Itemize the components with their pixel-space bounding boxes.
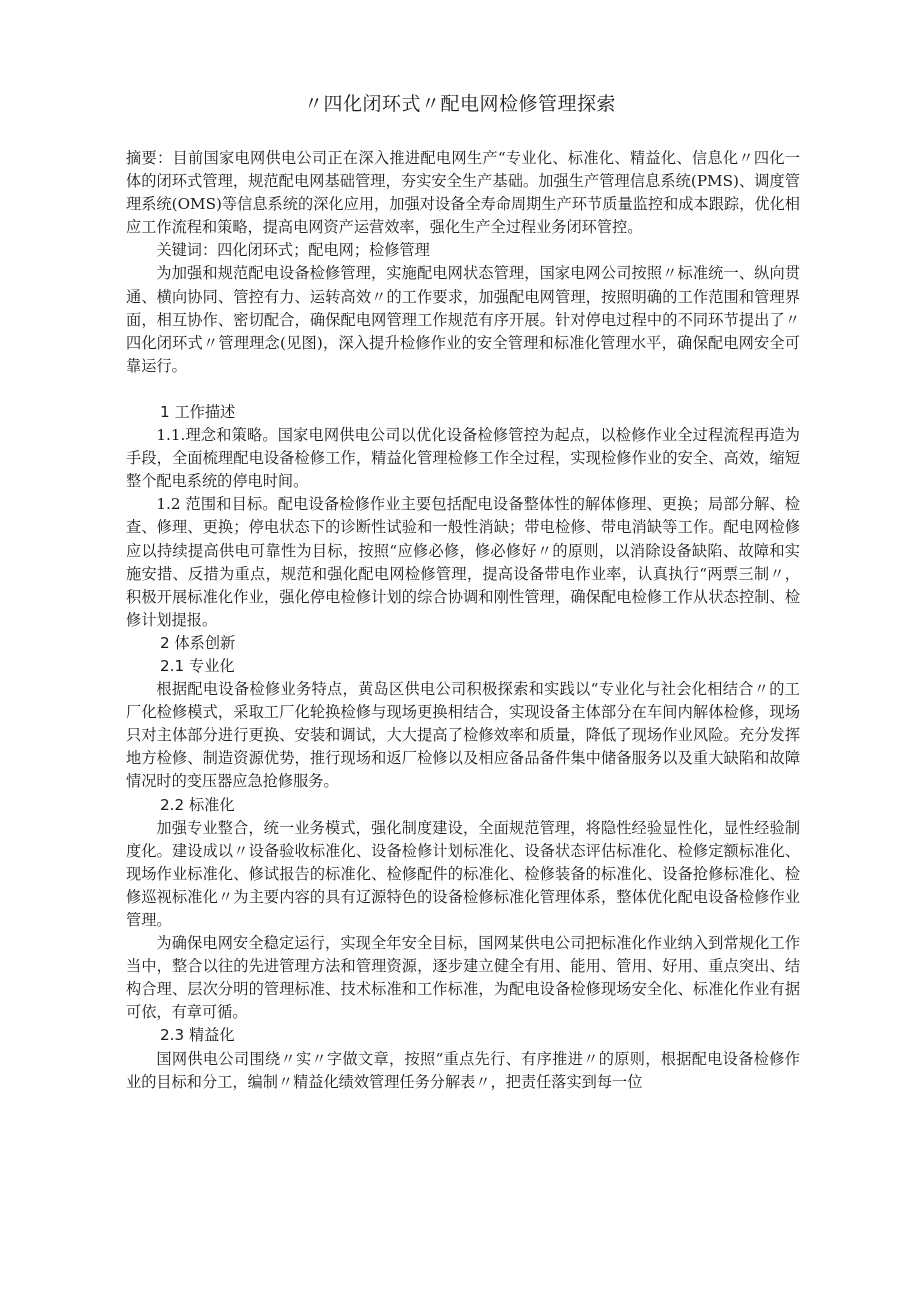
section-2-2-paragraph-2: 为确保电网安全稳定运行，实现全年安全目标，国网某供电公司把标准化作业纳入到常规化工作当中，整合以往的先进管理方法和管理资源，逐步建立健全有用、能用、管用、好用、重点突出、结构合理、层次分明的管理标准、技术标准和工作标准，为配电设备检修现场安全化、标准化作业有据可依，有章可循。 — [126, 934, 800, 1022]
blank-line — [126, 378, 800, 401]
section-2-3-heading: 2.3 精益化 — [160, 1026, 235, 1045]
section-1-heading: 1 工作描述 — [160, 402, 236, 421]
section-2-2-heading: 2.2 标准化 — [160, 795, 235, 814]
section-2-2-paragraph-1: 加强专业整合，统一业务模式，强化制度建设，全面规范管理，将隐性经验显性化，显性经验制度化。建设成以〃设备验收标准化、设备检修计划标准化、设备状态评估标准化、检修定额标准化、现场作业标准化、修试报告的标准化、检修配件的标准化、检修装备的标准化、设备抢修标准化、检修巡视标准化〃为主要内容的具有辽源特色的设备检修标准化管理体系，整体优化配电设备检修作业管理。 — [126, 818, 800, 929]
section-2-1-paragraph: 根据配电设备检修业务特点，黄岛区供电公司积极探索和实践以“专业化与社会化相结合〃的工厂化检修模式，采取工厂化轮换检修与现场更换相结合，实现设备主体部分在车间内解体检修，现场只对主体部分进行更换、安装和调试，大大提高了检修效率和质量，降低了现场作业风险。充分发挥地方检修、制造资源优势，推行现场和返厂检修以及相应备品备件集中储备服务以及重大缺陷和故障情况时的变压器应急抢修服务。 — [126, 680, 800, 791]
abstract-paragraph: 摘要：目前国家电网供电公司正在深入推进配电网生产“专业化、标准化、精益化、信息化〃四化一体的闭环式管理，规范配电网基础管理，夯实安全生产基础。加强生产管理信息系统(PMS)、调度管理系统(OMS)等信息系统的深化应用，加强对设备全寿命周期生产环节质量监控和成本跟踪，优化相应工作流程和策略，提高电网资产运营效率，强化生产全过程业务闭环管控。 — [126, 149, 800, 237]
keywords-line: 关键词：四化闭环式；配电网；检修管理 — [156, 241, 430, 260]
section-2-3-paragraph: 国网供电公司围绕〃实〃字做文章，按照“重点先行、有序推进〃的原则，根据配电设备检修作业的目标和分工，编制〃精益化绩效管理任务分解表〃，把责任落实到每一位 — [126, 1049, 800, 1091]
section-1-2-paragraph: 1.2 范围和目标。配电设备检修作业主要包括配电设备整体性的解体修理、更换；局部分解、检查、修理、更换；停电状态下的诊断性试验和一般性消缺；带电检修、带电消缺等工作。配电网检修应以持续提高供电可靠性为目标，按照“应修必修，修必修好〃的原则，以消除设备缺陷、故障和实施安措、反措为重点，规范和强化配电网检修管理，提高设备带电作业率，认真执行“两票三制〃，积极开展标准化作业，强化停电检修计划的综合协调和刚性管理，确保配电检修工作从状态控制、检修计划提报。 — [126, 495, 800, 629]
section-2-1-heading: 2.1 专业化 — [160, 656, 235, 675]
intro-paragraph: 为加强和规范配电设备检修管理，实施配电网状态管理，国家电网公司按照〃标准统一、纵向贯通、横向协同、管控有力、运转高效〃的工作要求，加强配电网管理，按照明确的工作范围和管理界面，相互协作、密切配合，确保配电网管理工作规范有序开展。针对停电过程中的不同环节提出了〃四化闭环式〃管理理念(见图)，深入提升检修作业的安全管理和标准化管理水平，确保配电网安全可靠运行。 — [126, 264, 800, 375]
document-body — [126, 147, 800, 1094]
section-2-heading: 2 体系创新 — [160, 633, 236, 652]
document-title: 〃四化闭环式〃配电网检修管理探索 — [303, 93, 616, 115]
section-1-1-paragraph: 1.1.理念和策略。国家电网供电公司以优化设备检修管控为起点，以检修作业全过程流程再造为手段，全面梳理配电设备检修工作，精益化管理检修工作全过程，实现检修作业的安全、高效，缩短整个配电系统的停电时间。 — [126, 426, 800, 491]
